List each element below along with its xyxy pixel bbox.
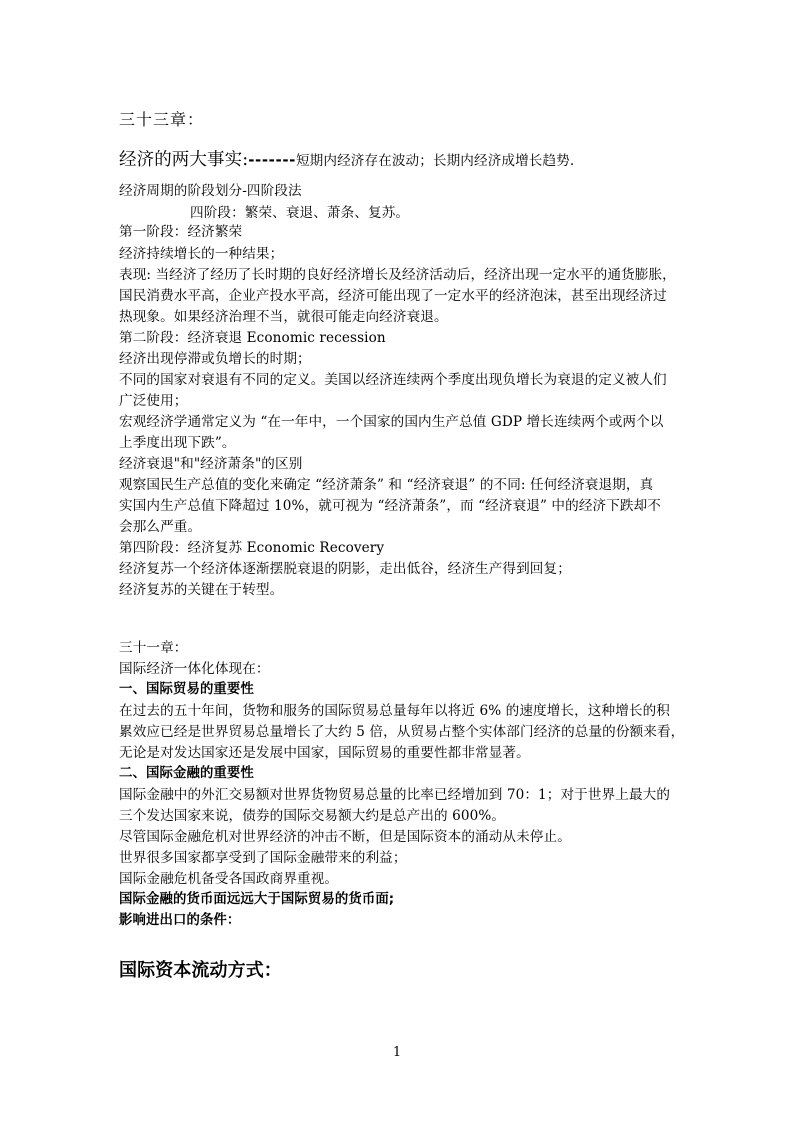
text-line: 经济复苏的关键在于转型。 xyxy=(119,582,284,598)
capital-flow-heading: 国际资本流动方式： xyxy=(119,960,282,981)
facts-label: 经济的两大事实: xyxy=(119,150,249,170)
text-line: 国际经济一体化体现在： xyxy=(119,661,270,677)
section-heading: 第二阶段：经济衰退 Economic recession xyxy=(119,330,386,346)
text-line: 会那么严重。 xyxy=(119,519,202,535)
text-line: 上季度出现下跌”。 xyxy=(119,435,236,451)
text-line: 四阶段：繁荣、衰退、萧条、复苏。 xyxy=(190,205,410,221)
text-line: 累效应已经是世界贸易总量增长了大约 5 倍，从贸易占整个实体部门经济的总量的份额来看， xyxy=(119,724,685,740)
text-line: 尽管国际金融危机对世界经济的冲击不断，但是国际资本的涌动从未停止。 xyxy=(119,829,571,845)
text-line: 在过去的五十年间，货物和服务的国际贸易总量每年以将近 6% 的速度增长，这种增长的积 xyxy=(119,703,670,719)
text-line: 实国内生产总值下降超过 10%，就可视为 “经济萧条”，而 “经济衰退” 中的经济下跌却不 xyxy=(119,498,661,514)
bold-line: 国际金融的货币面远远大于国际贸易的货币面; xyxy=(119,892,395,907)
section-heading: 二、国际金融的重要性 xyxy=(119,766,254,781)
two-facts-line xyxy=(119,150,574,171)
text-line: 经济复苏一个经济体逐渐摆脱衰退的阴影，走出低谷，经济生产得到回复； xyxy=(119,561,571,577)
bold-line: 影响进出口的条件： xyxy=(119,913,241,928)
section-heading: 第四阶段：经济复苏 Economic Recovery xyxy=(119,540,385,556)
text-line: 三个发达国家来说，债券的国际交易额大约是总产出的 600%。 xyxy=(119,808,506,824)
text-line: 宏观经济学通常定义为 “在一年中，一个国家的国内生产总值 GDP 增长连续两个或两个以 xyxy=(119,414,664,430)
text-line: 表现: 当经济了经历了长时期的良好经济增长及经济活动后，经济出现一定水平的通货膨胀， xyxy=(119,267,676,283)
text-line: 观察国民生产总值的变化来确定 “经济萧条” 和 “经济衰退” 的不同: 任何经济衰退期，真 xyxy=(119,477,654,493)
chapter-33-title: 三十三章： xyxy=(119,110,205,129)
text-line: 不同的国家对衰退有不同的定义。美国以经济连续两个季度出现负增长为衰退的定义被人们 xyxy=(119,372,667,388)
section-heading: 第一阶段：经济繁荣 xyxy=(119,224,243,240)
text-line: 国际金融中的外汇交易额对世界货物贸易总量的比率已经增加到 70：1；对于世界上最大的 xyxy=(119,787,671,803)
text-line: 经济出现停滞或负增长的时期； xyxy=(119,351,311,367)
text-line: 经济衰退"和"经济萧条"的区别 xyxy=(119,456,303,472)
text-line: 广泛使用； xyxy=(119,393,188,409)
text-line: 无论是对发达国家还是发展中国家，国际贸易的重要性都非常显著。 xyxy=(119,745,530,761)
page-number: 1 xyxy=(392,1045,402,1060)
section-heading: 一、国际贸易的重要性 xyxy=(119,682,254,697)
text-line: 国际金融危机备受各国政商界重视。 xyxy=(119,871,339,887)
text-line: 经济持续增长的一种结果； xyxy=(119,246,284,262)
text-line: 热现象。如果经济治理不当，就很可能走向经济衰退。 xyxy=(119,309,448,325)
text-line: 国民消费水平高，企业产投水平高，经济可能出现了一定水平的经济泡沫，甚至出现经济过 xyxy=(119,288,667,304)
facts-dashes: ------- xyxy=(248,151,296,169)
facts-desc: 短期内经济存在波动；长期内经济成增长趋势. xyxy=(295,153,575,169)
text-line: 经济周期的阶段划分-四阶段法 xyxy=(119,183,302,199)
chapter-31-title: 三十一章： xyxy=(119,640,188,656)
text-line: 世界很多国家都享受到了国际金融带来的利益； xyxy=(119,850,407,866)
